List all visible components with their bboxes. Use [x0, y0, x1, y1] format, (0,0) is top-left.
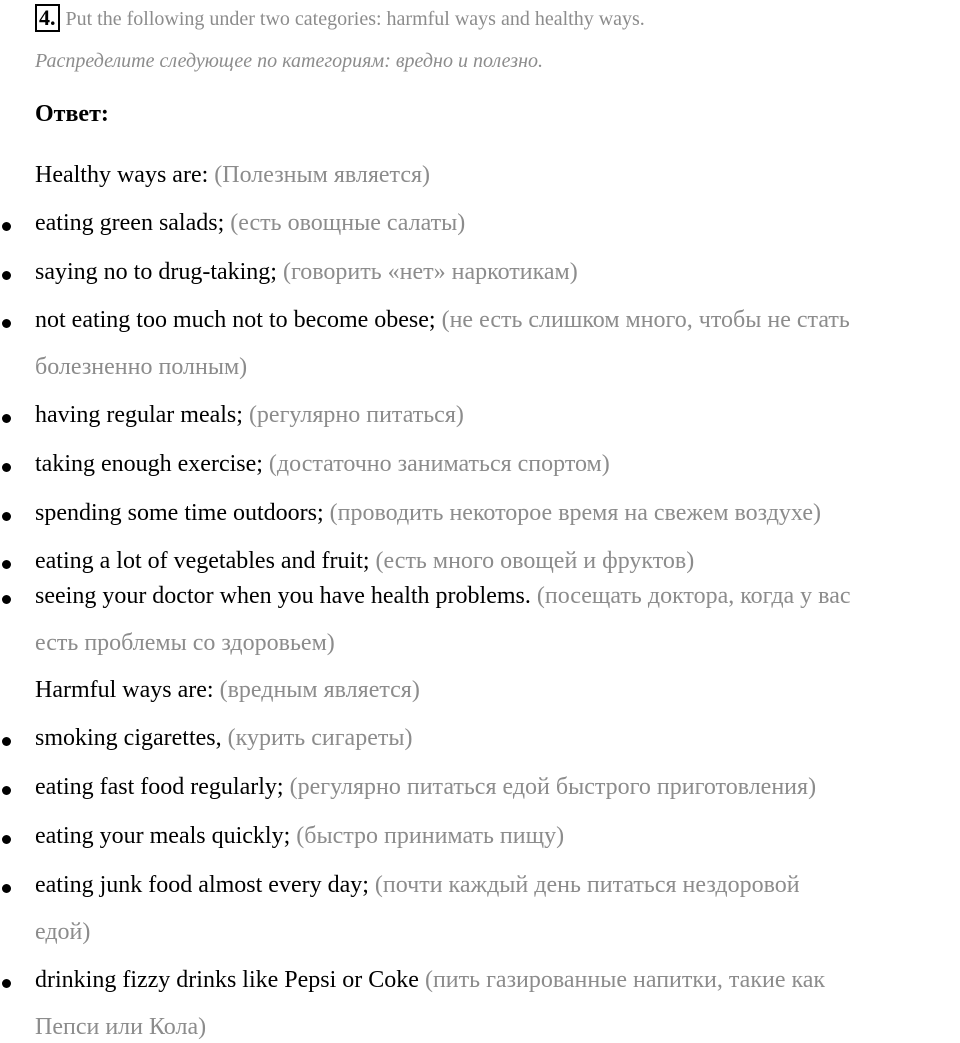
item-ru: (регулярно питаться едой быстрого приготовления): [289, 774, 817, 800]
list-item: [35, 257, 578, 287]
item-ru: (регулярно питаться): [248, 402, 464, 428]
list-item: [35, 772, 816, 802]
harmful-heading-translation: (вредным является): [219, 677, 420, 703]
item-en: seeing your doctor when you have health problems.: [35, 583, 531, 609]
item-en: spending some time outdoors;: [35, 500, 324, 526]
bullet-icon: [2, 835, 11, 844]
item-ru: (пить газированные напитки, такие как: [424, 967, 826, 993]
item-en: eating your meals quickly;: [35, 823, 291, 849]
answer-label: Ответ:: [35, 101, 109, 127]
list-item: [35, 449, 610, 479]
item-en: eating junk food almost every day;: [35, 872, 369, 898]
list-item: [35, 581, 851, 611]
bullet-icon: [2, 271, 11, 280]
item-en: eating green salads;: [35, 210, 225, 236]
item-ru-continuation: Пепси или Кола): [35, 1014, 207, 1040]
item-ru-continuation: едой): [35, 919, 91, 945]
bullet-icon: [2, 463, 11, 472]
item-en: not eating too much not to become obese;: [35, 307, 436, 333]
list-item: [35, 723, 412, 753]
task-instruction-en: Put the following under two categories: harmful ways and healthy ways.: [65, 8, 645, 30]
item-ru: (почти каждый день питаться нездоровой: [374, 872, 800, 898]
item-en: drinking fizzy drinks like Pepsi or Coke: [35, 967, 419, 993]
list-item: [35, 546, 694, 576]
healthy-heading-text: Healthy ways are:: [35, 162, 209, 188]
item-en: smoking cigarettes,: [35, 725, 222, 751]
item-ru: (достаточно заниматься спортом): [268, 451, 610, 477]
item-en: having regular meals;: [35, 402, 243, 428]
bullet-icon: [2, 595, 11, 604]
task-instruction-ru: Распределите следующее по категориям: вредно и полезно.: [35, 50, 544, 72]
item-en: saying no to drug-taking;: [35, 259, 277, 285]
item-ru-continuation: есть проблемы со здоровьем): [35, 630, 335, 656]
item-ru: (говорить «нет» наркотикам): [282, 259, 578, 285]
healthy-heading-translation: (Полезным является): [214, 162, 431, 188]
list-item: [35, 498, 821, 528]
item-en: eating a lot of vegetables and fruit;: [35, 548, 370, 574]
bullet-icon: [2, 319, 11, 328]
bullet-icon: [2, 414, 11, 423]
item-ru: (не есть слишком много, чтобы не стать: [441, 307, 850, 333]
item-ru: (есть много овощей и фруктов): [375, 548, 695, 574]
list-item: [35, 305, 850, 335]
item-ru-continuation: болезненно полным): [35, 354, 248, 380]
bullet-icon: [2, 884, 11, 893]
healthy-heading: [35, 160, 430, 190]
harmful-heading: [35, 675, 420, 705]
item-ru: (посещать доктора, когда у вас: [536, 583, 851, 609]
bullet-icon: [2, 512, 11, 521]
bullet-icon: [2, 560, 11, 569]
item-ru: (проводить некоторое время на свежем воздухе): [329, 500, 821, 526]
item-en: eating fast food regularly;: [35, 774, 284, 800]
item-ru: (быстро принимать пищу): [296, 823, 565, 849]
bullet-icon: [2, 222, 11, 231]
bullet-icon: [2, 786, 11, 795]
bullet-icon: [2, 979, 11, 988]
task-number: 4.: [35, 4, 60, 32]
list-item: [35, 208, 465, 238]
item-en: taking enough exercise;: [35, 451, 263, 477]
list-item: [35, 870, 800, 900]
item-ru: (есть овощные салаты): [230, 210, 466, 236]
list-item: [35, 965, 825, 995]
item-ru: (курить сигареты): [227, 725, 413, 751]
harmful-heading-text: Harmful ways are:: [35, 677, 214, 703]
list-item: [35, 821, 564, 851]
list-item: [35, 400, 464, 430]
task-header: [35, 4, 645, 32]
bullet-icon: [2, 737, 11, 746]
